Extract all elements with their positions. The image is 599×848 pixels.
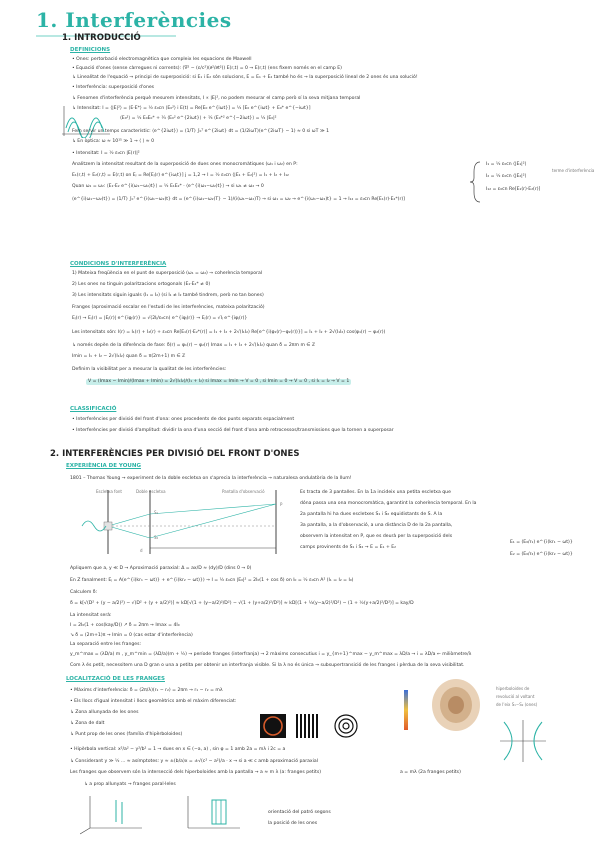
text-line: • Interferències per divisió d'amplitud: dividir la ona d'una secció del front d'ona amb retrocessos/transmissions que la tornen a superposar [72,428,394,433]
field-equation: E₁ = (E₀/r₁) e^{i(kr₁ − ωt)} [510,540,573,545]
text-line: Quan ω₁ = ω₂: ⟨E₁·E₂ e^{i(ω₁−ω₂)t}⟩ = ½ E₁E₂* · ⟨e^{i(ω₁−ω₂)t}⟩ → si ω₁ ≠ ω₂ → 0 [72,184,264,189]
hyperboloid-3d-figure [428,676,484,734]
text-line: ↳ Considerant y ≫ ½ ... ≈ asímptotes: y ≈ ±(b/a)x = ±√(c² − a²)/a · x → si a ≪ c amb aproximació paraxial [70,759,319,764]
text-line: La separació entre les franges: [70,642,142,647]
box-line: I₁ = ½ ε₀cn ⟨|E₁|²⟩ [486,162,527,167]
text-line: Analitzem la intensitat resultant de la superposició de dues ones monocromàtiques (ω₁ i ω₂) en P: [72,162,298,167]
text-line: ↳ Zona de dalt [70,721,105,726]
text-line: • Hipèrbola vertical: x²/a² − y²/b² = 1 → dues en x ∈ (−a, a) , sin φ = 1 amb 2a = mλ i 2c = a [70,747,286,752]
bottom-note: la posició de les ones [268,821,318,826]
text-line: ↳ En òptica: ω ≈ 10¹⁵ ≫ 1 → ⟨ ⟩ ≈ 0 [72,139,155,144]
text-line: Fem servir un temps característic: ⟨e^{2iωt}⟩ = (1/T) ∫₀ᵀ e^{2iωt} dt = (1/2iωT)(e^{2iωT} − 1) ≈ 0 si ωT ≫ 1 [72,129,330,134]
text-line: 1801 – Thomas Young → experiment de la doble escletxa on s'aprecia la interferència → naturalesa ondulatòria de la llum! [70,476,352,481]
text-line: Apliquem que a, y ≪ D → Aproximació paraxial: Δ = ax/D ≈ (dy)/D (dins 0 → 0) [70,566,252,571]
axes-sketch-parallel [80,792,150,836]
text-line: Com λ és petit, necessitem una D gran o una a petita per obtenir un interfranja visible. Si la λ no és única → subsupertransició de les franges i pèrdua de la seva visibilitat. [70,663,465,668]
text-line: dóna passa una ona monocromàtica, garantint la coherència temporal. En la [300,501,477,506]
side-note: de l'eix S₁−S₂ (ones) [496,702,538,707]
text-line: 2a pantalla hi ha dues escletxes S₁ i S₂ equidistants de S. A la [300,512,443,517]
text-line: ↳ Punt prop de les ones (família d'hipèrboloides) [70,732,183,737]
text-line: 3) Les intensitats siguin iguals (I₁ = I₂) (si I₁ ≠ I₂ també tindrem, però no tan bones) [72,293,264,298]
text-line: ↳ Fenomen d'interferència perquè mesurem intensitats, I ∝ |E|², no podem mesurar el camp però sí la seva mitjana temporal [72,96,361,101]
label-p: P [280,502,283,507]
subheading-classificacio: CLASSIFICACIÓ [70,406,117,412]
subheading-localitzacio: LOCALITZACIÓ DE LES FRANGES [66,676,165,682]
text-line: ↳ Zona allunyada de les ones [70,710,139,715]
text-line: ↘ δ = (2m+1)π → Imin = 0 (cas estar d'interferència) [70,633,193,638]
text-line: Definim la visibilitat per a mesurar la qualitat de les interferències: [72,367,227,372]
subheading-definicions: DEFINICIONS [70,47,111,53]
hyperbola-sketch [496,718,550,764]
text-line: ↳ a prop allunyats → franges paral·leles [84,782,176,787]
text-line: • Equació d'ones (sense càrregues ni corrents): (∇² − (ε/c²)(∂²/∂t²)) E(r,t) = 0 → E(r,t) (ens fixem només en el camp E) [72,66,342,71]
text-line: δ = k[√(D² + (y − a/2)²) − √(D² + (y + a/2)²)] ≈ kD[√(1 + (y−a/2)²/D²) − √(1 + (y+a/2)²/D²)] ≈ kD[(1 + ½(y−a/2)²/D²) − (1 + ½(y+a/2)²/D²)] = kay/D [70,601,414,606]
visibility-formula: V = (Imax − Imin)/(Imax + Imin) = 2√(I₁I₂)/(I₁ + I₂) si Imax = Imin → V = 0 , si Imin = 0 → V = 0 , si I₁ = I₂ → V = 1 [88,379,350,384]
text-line: ⟨E₀²⟩ = ½ E₀E₀* + ¼ ⟨E₀² e^{2iωt}⟩ + ¼ ⟨E₀*² e^{−2iωt}⟩ = ½ |E₀|² [120,116,277,121]
axes-sketch-screen [178,792,248,836]
text-line: • Ones: pertorbació electromagnètica que compleix les equacions de Maxwell [72,57,252,62]
young-double-slit-diagram [68,486,286,558]
text-line: Es tracta de 3 pantalles. En la 1a incideix una petita escletxa que [300,490,451,495]
bottom-note: orientació del patró segons [268,810,331,815]
side-note: revolució al voltant [496,694,535,699]
field-equation: E₂ = (E₀/r₂) e^{i(kr₂ − ωt)} [510,552,573,557]
text-line: Les franges que observem són la intersecció dels hiperboloides amb la pantalla → a ≈ m λ (a: franges petits) [70,770,322,775]
label-s1: S₁ [154,510,159,515]
text-line: ↳ Intensitat: I = ⟨|E|²⟩ = ⟨E·E*⟩ = ½ ε₀cn ⟨E₀²⟩ i E(t) = Re[E₀ e^{iωt}] = ½ [E₀ e^{iωt} + E₀* e^{−iωt}] [72,106,311,111]
text-line: 3a pantalla, a la d'observació, a una distància D de la 2a pantalla, [300,523,453,528]
label-d: d [140,548,143,553]
box-note: terme d'interferència [552,168,595,173]
label-screen: Pantalla d'observació [222,489,265,494]
label-source-slit: Escletxa font [96,489,122,494]
section-heading-introduccio: 1. INTRODUCCIÓ [62,33,141,43]
label-s2: S₂ [154,535,159,540]
subheading-young: EXPERIÈNCIA DE YOUNG [66,463,141,469]
text-line: • Intensitat: I = ½ ε₀cn |E(r)|² [72,151,140,156]
text-line: Imin = I₁ + I₂ − 2√(I₁I₂) quan δ = π(2m+1) m ∈ ℤ [72,354,186,359]
subheading-condicions: CONDICIONS D'INTERFERÈNCIA [70,261,167,267]
min-condition: a = mλ (2a franges petits) [400,770,461,775]
text-line: y_m^max = (λD/a) m , y_m^min = (λD/a)(m + ½) → període franges (interfranja) → 2 màxims consecutius i = y_{m+1}^max − y_m^max = λD/a → i = λD/a ← miliòmetre/λ [70,652,472,657]
text-line: ⟨e^{i(ω₁−ω₂)t}⟩ = (1/T) ∫₀ᵀ e^{i(ω₁−ω₂)t} dt = (e^{i(ω₁−ω₂)T} − 1)/(i(ω₁−ω₂)T) → si ω₁ = ω₂ → e^{i(ω₁−ω₂)t} = 1 → I₁₂ = ε₀cn Re[E₁(r)·E₂*(r)] [72,197,405,202]
text-line: • Interferències per divisió del front d'ona: ones procedents de dos punts separats espacialment [72,417,295,422]
text-line: ↳ només depèn de la diferència de fase: δ(r) = φ₁(r) − φ₂(r) Imax = I₁ + I₂ + 2√(I₁I₂) quan δ = 2πm m ∈ ℤ [72,343,316,348]
text-line: Les intensitats són: I(r) = I₁(r) + I₂(r) + ε₀cn Re[E₁(r)·E₂*(r)] = I₁ + I₂ + 2√(I₁I₂) Re[e^{i(φ₁(r)−φ₂(r))}] = I₁ + I₂ + 2√(I₁I₂) cos(φ₁(r) − φ₂(r)) [72,330,386,335]
hyperboloid-color-figure [396,688,422,732]
text-line: • Màxims d'interferència: δ = (2π/λ)(r₁ − r₂) = 2πm → r₁ − r₂ = mλ [70,688,223,693]
text-line: 1) Mateixa freqüència en el punt de superposició (ω₁ = ω₂) → coherència temporal [72,271,263,276]
text-line: observem la intensitat en P, que es deurà per la superposició dels [300,534,453,539]
text-line: En Z fanalment: Eⱼ = A(e^{i(kr₁ − ωt)} + e^{i(kr₂ − ωt)}) → I = ½ ε₀cn |E₀|² = 2I₀(1 + cos δ) on I₀ = ½ ε₀cn A² (I₁ = I₂ = I₀) [70,578,354,583]
text-line: E₁(r,t) + E₂(r,t) = E(r,t) on Eⱼ = Re[Eⱼ(r) e^{iωⱼt}] j = 1,2 → I = ½ ε₀cn ⟨|E₁ + E₂|²⟩ = I₁ + I₂ + I₁₂ [72,173,289,178]
side-note: hiperboloides de [496,686,530,691]
text-line: I = 2I₀(1 + cos(kay/D)) ↗ δ = 2πm → Imax = 4I₀ [70,623,180,628]
bracket-brace [470,160,484,204]
text-line: Franges (aproximació escalar en l'estudi de les interferències, mateixa polarització) [72,305,265,310]
text-line: • Els llocs d'igual intensitat i llocs geomètrics amb el màxim diferenciat: [70,699,237,704]
box-line: I₂ = ½ ε₀cn ⟨|E₂|²⟩ [486,174,527,179]
text-line: camps provinents de S₁ i S₂ → E = E₁ + E₂ [300,545,397,550]
section-heading-divisio-front: 2. INTERFERÈNCIES PER DIVISIÓ DEL FRONT D'ONES [50,449,300,459]
text-line: • Interferència: superposició d'ones [72,85,155,90]
box-line: I₁₂ = ε₀cn Re[E₁(r)·E₂(r)] [486,187,541,192]
fringe-patterns [258,712,378,740]
label-double-slit: Doble escletxa [136,489,166,494]
page-title: 1. Interferències [36,8,232,32]
text-line: ↳ Linealitat de l'equació → principi de superposició: si E₁ i E₂ són solucions, E = E₁ + E₂ també ho és → la superposició lineal de 2 ones és una solució! [72,75,418,80]
text-line: 2) Les ones no tinguin polaritzacions ortogonals (E₁·E₂* ≠ 0) [72,282,211,287]
text-line: Eⱼ(r) → Eⱼ(r) = |Eⱼ(r)| e^{iφⱼ(r)} = √(2Iⱼ/ε₀cn) e^{iφⱼ(r)} → Eⱼ(r) = √Iⱼ e^{iφⱼ(r)} [72,316,248,321]
text-line: La intensitat serà: [70,613,112,618]
text-line: Calculem δ: [70,590,98,595]
